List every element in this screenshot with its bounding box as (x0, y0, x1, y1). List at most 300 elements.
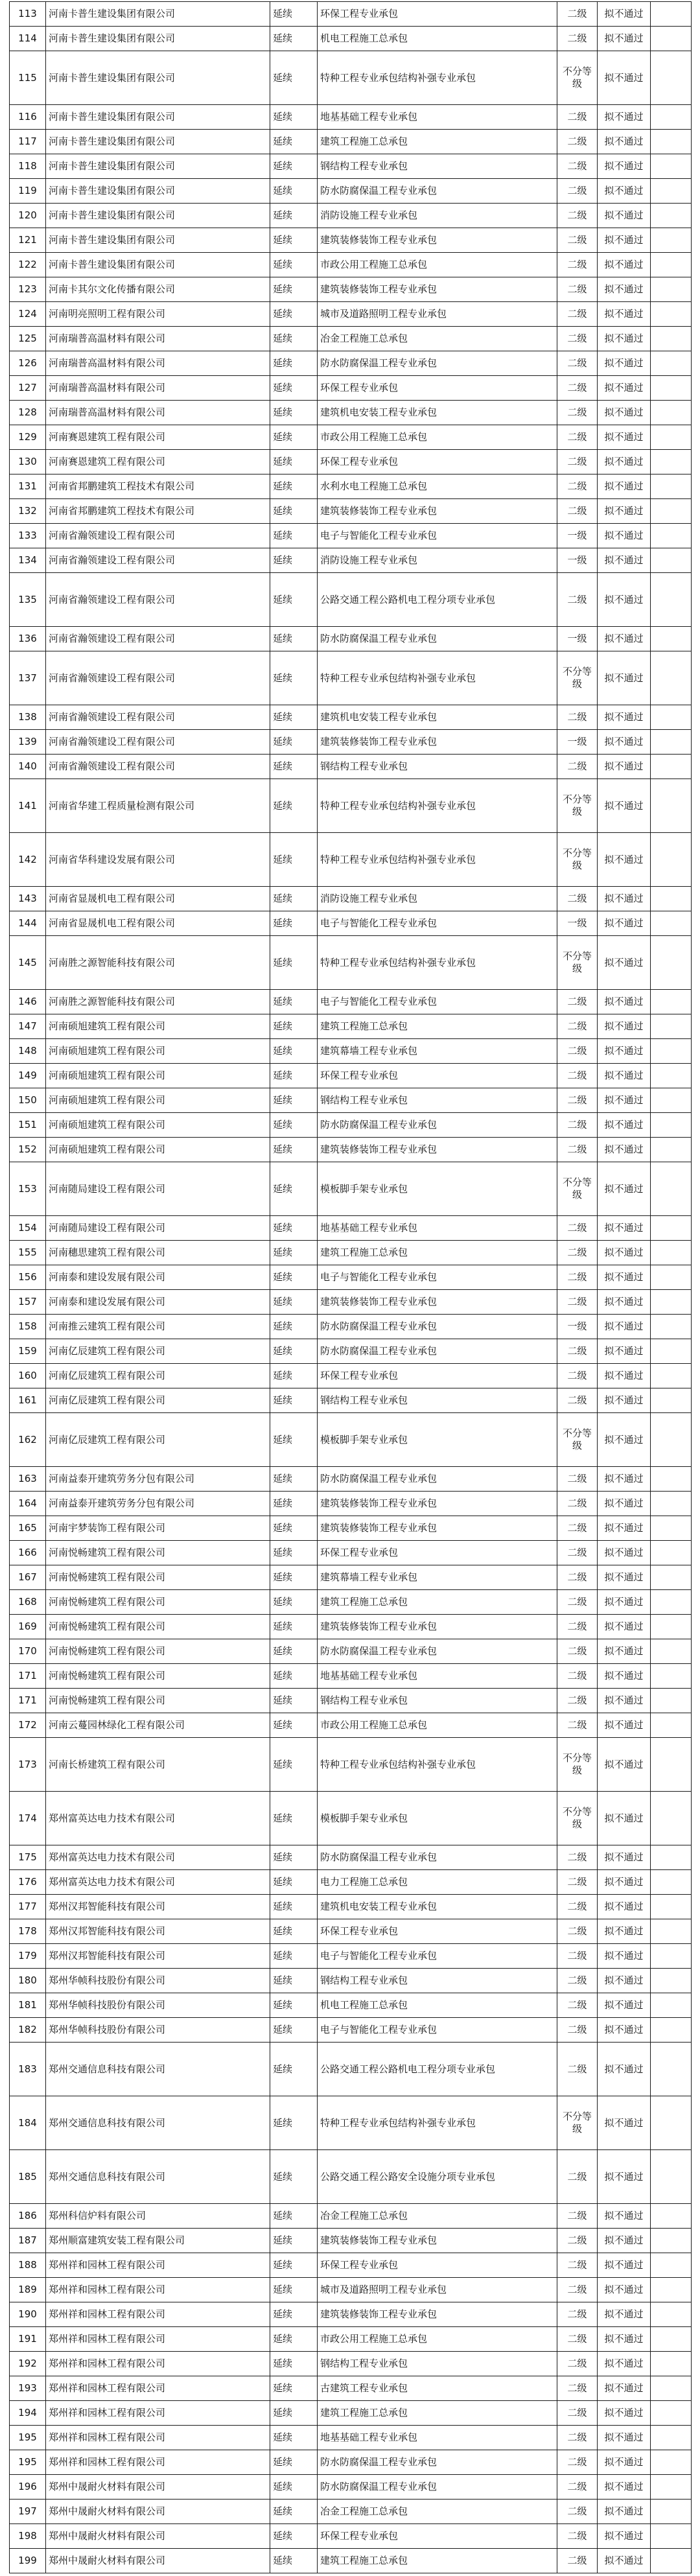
qualification-item-cell: 建筑装修装饰工程专业承包 (318, 1615, 557, 1639)
remarks-cell (651, 1792, 692, 1845)
row-number-cell: 168 (10, 1590, 46, 1615)
qualification-grade-cell: 二级 (557, 2401, 598, 2426)
remarks-cell (651, 911, 692, 936)
row-number-cell: 141 (10, 779, 46, 833)
table-row (10, 1014, 692, 1039)
remarks-cell (651, 1265, 692, 1290)
remarks-cell (651, 524, 692, 548)
qualification-item-cell: 电力工程施工总承包 (318, 1870, 557, 1895)
application-type-cell: 延续 (270, 376, 318, 401)
company-name-cell: 河南悦畅建筑工程有限公司 (46, 1541, 270, 1565)
row-number-cell: 136 (10, 627, 46, 651)
remarks-cell (651, 1039, 692, 1064)
table-row (10, 1113, 692, 1138)
remarks-cell (651, 1088, 692, 1113)
qualification-grade-cell: 二级 (557, 450, 598, 474)
company-name-cell: 河南硕旭建筑工程有限公司 (46, 1138, 270, 1162)
remarks-cell (651, 548, 692, 573)
qualification-grade-cell: 二级 (557, 351, 598, 376)
remarks-cell (651, 1315, 692, 1339)
application-type-cell: 延续 (270, 2204, 318, 2229)
qualification-item-cell: 防水防腐保温工程专业承包 (318, 2475, 557, 2500)
qualification-grade-cell: 二级 (557, 2549, 598, 2573)
table-row (10, 2302, 692, 2327)
application-type-cell: 延续 (270, 833, 318, 887)
application-type-cell: 延续 (270, 2302, 318, 2327)
qualification-grade-cell: 二级 (557, 1088, 598, 1113)
review-result-cell: 拟不通过 (598, 1364, 651, 1388)
remarks-cell (651, 1565, 692, 1590)
remarks-cell (651, 2450, 692, 2475)
company-name-cell: 河南瑞普高温材料有限公司 (46, 351, 270, 376)
company-name-cell: 河南卡普生建设集团有限公司 (46, 204, 270, 228)
qualification-grade-cell: 二级 (557, 1565, 598, 1590)
company-name-cell: 河南省瀚领建设工程有限公司 (46, 524, 270, 548)
qualification-item-cell: 电子与智能化工程专业承包 (318, 990, 557, 1014)
row-number-cell: 196 (10, 2475, 46, 2500)
table-row (10, 1339, 692, 1364)
row-number-cell: 114 (10, 27, 46, 51)
application-type-cell: 延续 (270, 1064, 318, 1088)
qualification-item-cell: 冶金工程施工总承包 (318, 327, 557, 351)
qualification-grade-cell: 二级 (557, 277, 598, 302)
qualification-grade-cell: 不分等级 (557, 651, 598, 705)
row-number-cell: 171 (10, 1664, 46, 1689)
qualification-grade-cell: 二级 (557, 2, 598, 27)
row-number-cell: 153 (10, 1162, 46, 1216)
company-name-cell: 河南省瀚领建设工程有限公司 (46, 573, 270, 627)
table-row (10, 277, 692, 302)
review-result-cell: 拟不通过 (598, 1615, 651, 1639)
qualification-grade-cell: 二级 (557, 425, 598, 450)
review-result-cell: 拟不通过 (598, 1944, 651, 1969)
remarks-cell (651, 1388, 692, 1413)
qualification-grade-cell: 二级 (557, 1615, 598, 1639)
table-row (10, 1388, 692, 1413)
qualification-grade-cell: 一级 (557, 911, 598, 936)
row-number-cell: 121 (10, 228, 46, 253)
table-row (10, 27, 692, 51)
remarks-cell (651, 450, 692, 474)
qualification-grade-cell: 二级 (557, 573, 598, 627)
remarks-cell (651, 302, 692, 327)
remarks-cell (651, 425, 692, 450)
row-number-cell: 169 (10, 1615, 46, 1639)
qualification-grade-cell: 一级 (557, 627, 598, 651)
qualification-item-cell: 特种工程专业承包结构补强专业承包 (318, 936, 557, 990)
company-name-cell: 郑州中晟耐火材料有限公司 (46, 2524, 270, 2549)
row-number-cell: 186 (10, 2204, 46, 2229)
qualification-item-cell: 城市及道路照明工程专业承包 (318, 2278, 557, 2302)
review-result-cell: 拟不通过 (598, 499, 651, 524)
qualification-grade-cell: 一级 (557, 524, 598, 548)
application-type-cell: 延续 (270, 573, 318, 627)
qualification-grade-cell: 二级 (557, 2229, 598, 2253)
qualification-item-cell: 市政公用工程施工总承包 (318, 2327, 557, 2352)
table-row (10, 450, 692, 474)
review-result-cell: 拟不通过 (598, 2043, 651, 2096)
review-result-cell: 拟不通过 (598, 1339, 651, 1364)
remarks-cell (651, 887, 692, 911)
review-result-cell: 拟不通过 (598, 51, 651, 105)
review-result-cell: 拟不通过 (598, 474, 651, 499)
company-name-cell: 郑州富英达电力技术有限公司 (46, 1870, 270, 1895)
remarks-cell (651, 1664, 692, 1689)
row-number-cell: 116 (10, 105, 46, 130)
qualification-item-cell: 建筑工程施工总承包 (318, 130, 557, 154)
qualification-grade-cell: 二级 (557, 154, 598, 179)
row-number-cell: 148 (10, 1039, 46, 1064)
row-number-cell: 190 (10, 2302, 46, 2327)
row-number-cell: 183 (10, 2043, 46, 2096)
review-result-cell: 拟不通过 (598, 376, 651, 401)
remarks-cell (651, 1689, 692, 1713)
remarks-cell (651, 376, 692, 401)
remarks-cell (651, 705, 692, 730)
table-row (10, 401, 692, 425)
qualification-grade-cell: 二级 (557, 27, 598, 51)
table-row (10, 1590, 692, 1615)
row-number-cell: 191 (10, 2327, 46, 2352)
remarks-cell (651, 179, 692, 204)
application-type-cell: 延续 (270, 425, 318, 450)
remarks-cell (651, 51, 692, 105)
qualification-item-cell: 环保工程专业承包 (318, 2, 557, 27)
application-type-cell: 延续 (270, 351, 318, 376)
company-name-cell: 河南省瀚领建设工程有限公司 (46, 755, 270, 779)
row-number-cell: 128 (10, 401, 46, 425)
row-number-cell: 123 (10, 277, 46, 302)
application-type-cell: 延续 (270, 1113, 318, 1138)
table-row (10, 627, 692, 651)
table-row (10, 1265, 692, 1290)
row-number-cell: 163 (10, 1467, 46, 1492)
remarks-cell (651, 2500, 692, 2524)
qualification-item-cell: 防水防腐保温工程专业承包 (318, 2450, 557, 2475)
application-type-cell: 延续 (270, 474, 318, 499)
review-result-cell: 拟不通过 (598, 1265, 651, 1290)
qualification-item-cell: 环保工程专业承包 (318, 2524, 557, 2549)
review-result-cell: 拟不通过 (598, 911, 651, 936)
row-number-cell: 157 (10, 1290, 46, 1315)
row-number-cell: 145 (10, 936, 46, 990)
review-result-cell: 拟不通过 (598, 887, 651, 911)
table-row (10, 1944, 692, 1969)
qualification-item-cell: 冶金工程施工总承包 (318, 2204, 557, 2229)
table-row (10, 2426, 692, 2450)
row-number-cell: 149 (10, 1064, 46, 1088)
application-type-cell: 延续 (270, 1413, 318, 1467)
qualification-item-cell: 环保工程专业承包 (318, 2253, 557, 2278)
remarks-cell (651, 779, 692, 833)
row-number-cell: 119 (10, 179, 46, 204)
application-type-cell: 延续 (270, 1492, 318, 1516)
qualification-item-cell: 防水防腐保温工程专业承包 (318, 1339, 557, 1364)
row-number-cell: 120 (10, 204, 46, 228)
table-row (10, 1870, 692, 1895)
qualification-item-cell: 建筑装修装饰工程专业承包 (318, 1290, 557, 1315)
company-name-cell: 郑州交通信息科技有限公司 (46, 2043, 270, 2096)
qualification-grade-cell: 二级 (557, 1845, 598, 1870)
table-row (10, 1064, 692, 1088)
remarks-cell (651, 1919, 692, 1944)
table-row (10, 2549, 692, 2573)
qualification-item-cell: 防水防腐保温工程专业承包 (318, 627, 557, 651)
review-result-cell: 拟不通过 (598, 1639, 651, 1664)
table-row (10, 730, 692, 755)
qualification-grade-cell: 二级 (557, 2302, 598, 2327)
table-row (10, 130, 692, 154)
qualification-item-cell: 防水防腐保温工程专业承包 (318, 351, 557, 376)
table-row (10, 1689, 692, 1713)
qualification-item-cell: 特种工程专业承包结构补强专业承包 (318, 779, 557, 833)
qualification-item-cell: 市政公用工程施工总承包 (318, 253, 557, 277)
application-type-cell: 延续 (270, 2253, 318, 2278)
qualification-grade-cell: 二级 (557, 2043, 598, 2096)
remarks-cell (651, 277, 692, 302)
qualification-item-cell: 公路交通工程公路机电工程分项专业承包 (318, 573, 557, 627)
remarks-cell (651, 573, 692, 627)
table-row (10, 2150, 692, 2204)
company-name-cell: 郑州祥和园林工程有限公司 (46, 2352, 270, 2376)
application-type-cell: 延续 (270, 1870, 318, 1895)
qualification-item-cell: 环保工程专业承包 (318, 1919, 557, 1944)
qualification-item-cell: 钢结构工程专业承包 (318, 2352, 557, 2376)
table-row (10, 2524, 692, 2549)
row-number-cell: 195 (10, 2426, 46, 2450)
company-name-cell: 河南硕旭建筑工程有限公司 (46, 1014, 270, 1039)
application-type-cell: 延续 (270, 1689, 318, 1713)
remarks-cell (651, 2302, 692, 2327)
qualification-grade-cell: 不分等级 (557, 779, 598, 833)
application-type-cell: 延续 (270, 1290, 318, 1315)
row-number-cell: 156 (10, 1265, 46, 1290)
qualification-item-cell: 水利水电工程施工总承包 (318, 474, 557, 499)
qualification-grade-cell: 二级 (557, 1241, 598, 1265)
table-row (10, 1290, 692, 1315)
remarks-cell (651, 27, 692, 51)
review-result-cell: 拟不通过 (598, 524, 651, 548)
row-number-cell: 198 (10, 2524, 46, 2549)
company-name-cell: 河南卡普生建设集团有限公司 (46, 228, 270, 253)
qualification-item-cell: 电子与智能化工程专业承包 (318, 1265, 557, 1290)
qualification-grade-cell: 二级 (557, 705, 598, 730)
company-name-cell: 河南悦畅建筑工程有限公司 (46, 1664, 270, 1689)
company-name-cell: 河南胜之源智能科技有限公司 (46, 936, 270, 990)
remarks-cell (651, 627, 692, 651)
review-result-cell: 拟不通过 (598, 154, 651, 179)
review-result-cell: 拟不通过 (598, 327, 651, 351)
row-number-cell: 147 (10, 1014, 46, 1039)
application-type-cell: 延续 (270, 1088, 318, 1113)
application-type-cell: 延续 (270, 2426, 318, 2450)
table-row (10, 1713, 692, 1738)
review-result-cell: 拟不通过 (598, 1845, 651, 1870)
remarks-cell (651, 130, 692, 154)
qualification-grade-cell: 二级 (557, 1339, 598, 1364)
review-result-cell: 拟不通过 (598, 351, 651, 376)
table-row (10, 2043, 692, 2096)
company-name-cell: 郑州中晟耐火材料有限公司 (46, 2549, 270, 2573)
remarks-cell (651, 1870, 692, 1895)
qualification-item-cell: 电子与智能化工程专业承包 (318, 524, 557, 548)
table-row (10, 1541, 692, 1565)
qualification-item-cell: 消防设施工程专业承包 (318, 204, 557, 228)
application-type-cell: 延续 (270, 204, 318, 228)
review-result-cell: 拟不通过 (598, 1919, 651, 1944)
remarks-cell (651, 2229, 692, 2253)
qualification-grade-cell: 二级 (557, 887, 598, 911)
application-type-cell: 延续 (270, 51, 318, 105)
qualification-grade-cell: 二级 (557, 1895, 598, 1919)
company-name-cell: 河南卡普生建设集团有限公司 (46, 27, 270, 51)
review-result-cell: 拟不通过 (598, 2500, 651, 2524)
company-name-cell: 郑州富英达电力技术有限公司 (46, 1792, 270, 1845)
remarks-cell (651, 1216, 692, 1241)
review-result-cell: 拟不通过 (598, 755, 651, 779)
table-row (10, 204, 692, 228)
review-result-cell: 拟不通过 (598, 2450, 651, 2475)
qualification-grade-cell: 二级 (557, 1290, 598, 1315)
company-name-cell: 河南省显晟机电工程有限公司 (46, 911, 270, 936)
qualification-item-cell: 冶金工程施工总承包 (318, 2500, 557, 2524)
review-result-cell: 拟不通过 (598, 253, 651, 277)
review-result-cell: 拟不通过 (598, 228, 651, 253)
remarks-cell (651, 1516, 692, 1541)
qualification-item-cell: 防水防腐保温工程专业承包 (318, 1845, 557, 1870)
qualification-grade-cell: 二级 (557, 327, 598, 351)
review-result-cell: 拟不通过 (598, 1014, 651, 1039)
table-row (10, 376, 692, 401)
table-row (10, 1162, 692, 1216)
qualification-grade-cell: 二级 (557, 1689, 598, 1713)
review-result-cell: 拟不通过 (598, 573, 651, 627)
company-name-cell: 河南亿辰建筑工程有限公司 (46, 1364, 270, 1388)
company-name-cell: 河南推云建筑工程有限公司 (46, 1315, 270, 1339)
application-type-cell: 延续 (270, 105, 318, 130)
application-type-cell: 延续 (270, 651, 318, 705)
row-number-cell: 181 (10, 1993, 46, 2018)
company-name-cell: 河南省华建工程质量检测有限公司 (46, 779, 270, 833)
review-result-cell: 拟不通过 (598, 779, 651, 833)
company-name-cell: 郑州交通信息科技有限公司 (46, 2096, 270, 2150)
row-number-cell: 127 (10, 376, 46, 401)
qualification-grade-cell: 二级 (557, 1516, 598, 1541)
remarks-cell (651, 1993, 692, 2018)
qualification-grade-cell: 二级 (557, 204, 598, 228)
row-number-cell: 161 (10, 1388, 46, 1413)
qualification-item-cell: 市政公用工程施工总承包 (318, 425, 557, 450)
company-name-cell: 河南随局建设工程有限公司 (46, 1216, 270, 1241)
company-name-cell: 河南卡普生建设集团有限公司 (46, 154, 270, 179)
qualification-item-cell: 钢结构工程专业承包 (318, 755, 557, 779)
review-result-cell: 拟不通过 (598, 2327, 651, 2352)
row-number-cell: 129 (10, 425, 46, 450)
qualification-item-cell: 建筑装修装饰工程专业承包 (318, 499, 557, 524)
company-name-cell: 河南亿辰建筑工程有限公司 (46, 1339, 270, 1364)
review-result-cell: 拟不通过 (598, 1792, 651, 1845)
qualification-item-cell: 钢结构工程专业承包 (318, 154, 557, 179)
row-number-cell: 159 (10, 1339, 46, 1364)
qualification-grade-cell: 二级 (557, 1064, 598, 1088)
application-type-cell: 延续 (270, 755, 318, 779)
review-result-cell: 拟不通过 (598, 1290, 651, 1315)
row-number-cell: 165 (10, 1516, 46, 1541)
row-number-cell: 118 (10, 154, 46, 179)
qualification-item-cell: 钢结构工程专业承包 (318, 1689, 557, 1713)
qualification-item-cell: 模板脚手架专业承包 (318, 1413, 557, 1467)
row-number-cell: 197 (10, 2500, 46, 2524)
application-type-cell: 延续 (270, 1388, 318, 1413)
company-name-cell: 郑州交通信息科技有限公司 (46, 2150, 270, 2204)
company-name-cell: 河南硕旭建筑工程有限公司 (46, 1064, 270, 1088)
qualification-item-cell: 建筑机电安装工程专业承包 (318, 1895, 557, 1919)
row-number-cell: 137 (10, 651, 46, 705)
qualification-item-cell: 防水防腐保温工程专业承包 (318, 1113, 557, 1138)
company-name-cell: 河南卡普生建设集团有限公司 (46, 105, 270, 130)
review-result-cell: 拟不通过 (598, 1138, 651, 1162)
qualification-item-cell: 建筑机电安装工程专业承包 (318, 401, 557, 425)
company-name-cell: 河南胜之源智能科技有限公司 (46, 990, 270, 1014)
application-type-cell: 延续 (270, 1467, 318, 1492)
table-row (10, 651, 692, 705)
review-result-cell: 拟不通过 (598, 27, 651, 51)
company-name-cell: 河南云蔓园林绿化工程有限公司 (46, 1713, 270, 1738)
review-result-cell: 拟不通过 (598, 2376, 651, 2401)
qualification-grade-cell: 二级 (557, 1969, 598, 1993)
review-result-cell: 拟不通过 (598, 705, 651, 730)
company-name-cell: 郑州祥和园林工程有限公司 (46, 2376, 270, 2401)
table-row (10, 936, 692, 990)
application-type-cell: 延续 (270, 1713, 318, 1738)
application-type-cell: 延续 (270, 2327, 318, 2352)
qualification-grade-cell: 不分等级 (557, 833, 598, 887)
remarks-cell (651, 2376, 692, 2401)
company-name-cell: 河南省瀚领建设工程有限公司 (46, 548, 270, 573)
qualification-grade-cell: 二级 (557, 105, 598, 130)
remarks-cell (651, 1944, 692, 1969)
row-number-cell: 158 (10, 1315, 46, 1339)
remarks-cell (651, 204, 692, 228)
table-row (10, 351, 692, 376)
qualification-grade-cell: 一级 (557, 730, 598, 755)
row-number-cell: 131 (10, 474, 46, 499)
review-result-cell: 拟不通过 (598, 130, 651, 154)
remarks-cell (651, 1541, 692, 1565)
qualification-item-cell: 地基基础工程专业承包 (318, 105, 557, 130)
application-type-cell: 延续 (270, 2043, 318, 2096)
application-type-cell: 延续 (270, 548, 318, 573)
application-type-cell: 延续 (270, 2475, 318, 2500)
remarks-cell (651, 499, 692, 524)
table-row (10, 1315, 692, 1339)
company-name-cell: 河南瑞普高温材料有限公司 (46, 327, 270, 351)
review-result-cell: 拟不通过 (598, 277, 651, 302)
application-type-cell: 延续 (270, 130, 318, 154)
application-type-cell: 延续 (270, 1792, 318, 1845)
qualification-item-cell: 地基基础工程专业承包 (318, 1664, 557, 1689)
table-row (10, 705, 692, 730)
application-type-cell: 延续 (270, 1014, 318, 1039)
qualification-grade-cell: 二级 (557, 1664, 598, 1689)
qualification-grade-cell: 二级 (557, 1014, 598, 1039)
qualification-grade-cell: 二级 (557, 179, 598, 204)
application-type-cell: 延续 (270, 1339, 318, 1364)
qualification-item-cell: 特种工程专业承包结构补强专业承包 (318, 833, 557, 887)
remarks-cell (651, 2253, 692, 2278)
qualification-grade-cell: 二级 (557, 990, 598, 1014)
application-type-cell: 延续 (270, 1364, 318, 1388)
